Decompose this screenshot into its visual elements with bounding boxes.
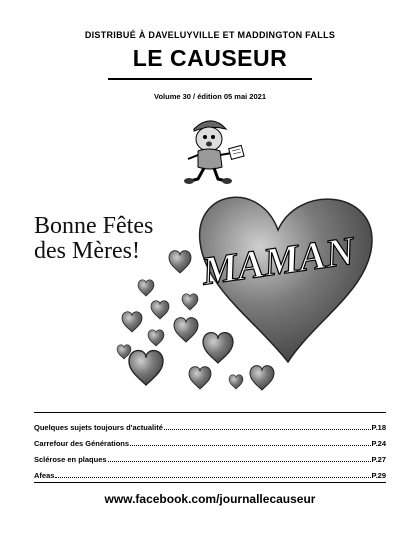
toc-row: [34, 448, 386, 464]
newspaper-boy-mascot-icon: [178, 113, 248, 188]
small-heart-icon: [129, 351, 163, 385]
toc-page: P.18: [371, 423, 386, 432]
toc-label: Carrefour des Générations: [34, 439, 130, 448]
title-underline: [108, 78, 312, 80]
toc-top-rule: [34, 412, 386, 413]
small-heart-icon: [250, 366, 274, 390]
toc-leader: [164, 429, 371, 430]
heart-maman-text: MAMAN: [199, 227, 358, 294]
facebook-url: www.facebook.com/journallecauseur: [104, 492, 316, 506]
small-heart-icon: [148, 330, 164, 346]
small-heart-icon: [229, 375, 243, 389]
small-heart-icon: [169, 251, 191, 273]
edition-line: Volume 30 / édition 05 mai 2021: [154, 92, 266, 101]
toc-row: [34, 432, 386, 448]
toc-leader: [130, 445, 371, 446]
small-heart-icon: [151, 301, 169, 319]
toc-leader: [55, 477, 370, 478]
toc-page: P.27: [371, 455, 386, 464]
small-heart-icon: [189, 367, 211, 389]
small-heart-icon: [122, 312, 142, 332]
toc-label: Sclérose en plaques: [34, 455, 107, 464]
greeting-line-1: Bonne Fêtes: [34, 213, 154, 239]
toc-page: P.29: [371, 471, 386, 480]
hearts-illustration: [110, 180, 380, 400]
toc-row: [34, 416, 386, 432]
small-heart-icon: [182, 294, 198, 310]
toc-page: P.24: [371, 439, 386, 448]
newspaper-title: LE CAUSEUR: [132, 45, 288, 71]
toc-bottom-rule: [34, 482, 386, 483]
small-heart-icon: [138, 280, 154, 296]
small-heart-icon: [203, 333, 233, 363]
greeting-line-2: des Mères!: [34, 238, 140, 264]
toc-leader: [108, 461, 371, 462]
small-heart-icon: [174, 318, 198, 342]
table-of-contents: [34, 416, 386, 480]
toc-label: Afeas: [34, 471, 55, 480]
small-heart-icon: [117, 345, 131, 359]
toc-row: [34, 464, 386, 480]
distribution-line: DISTRIBUÉ À DAVELUYVILLE ET MADDINGTON FALLS: [84, 30, 336, 40]
toc-label: Quelques sujets toujours d'actualité: [34, 423, 163, 432]
